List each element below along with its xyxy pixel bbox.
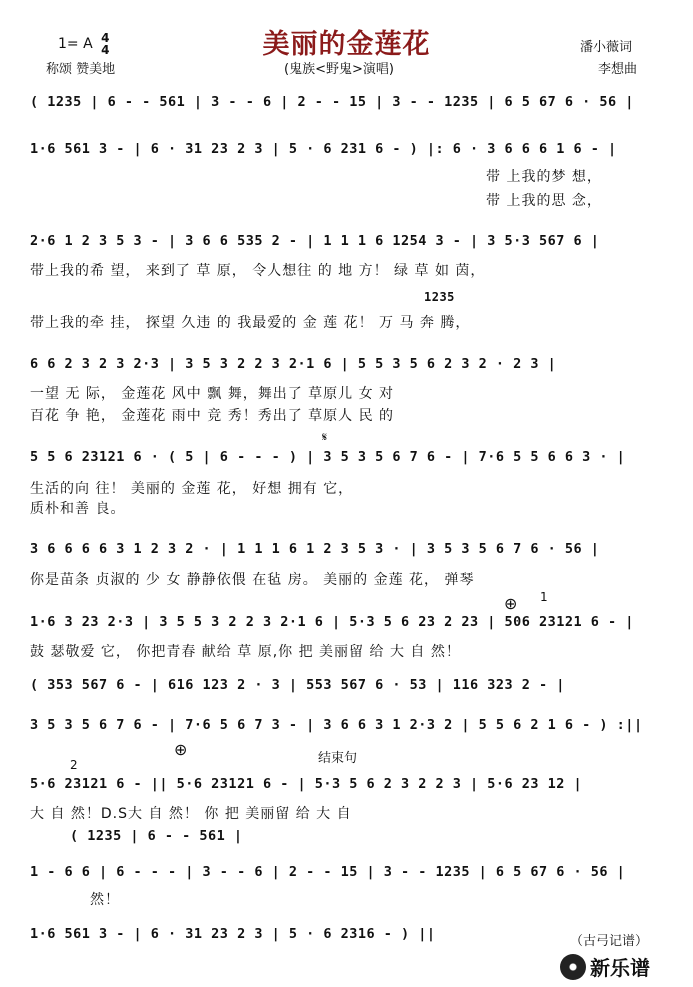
row-4-lyric-verse-2: 百花 争 艳， 金莲花 雨中 竞 秀！秀出了 草原人 民 的 <box>30 408 395 424</box>
segno-sign: 𝄋 <box>322 430 328 444</box>
transcriber-credit: （古弓记谱） <box>570 934 649 949</box>
performer-line: (鬼族<野鬼>演唱) <box>284 62 394 77</box>
score-row-10: 5·6 23121 6 - || 5·6 23121 6 - | 5·3 5 6 2 3 2 2 3 | 5·6 23 12 | <box>30 776 583 792</box>
row-5-lyric-verse-2: 质朴和善 良。 <box>30 501 126 517</box>
time-bottom: 4 <box>101 43 110 57</box>
row-3-lyric-verse-2: 带上我的牵 挂， 探望 久违 的 我最爱的 金 莲 花！ 万 马 奔 腾， <box>30 315 471 331</box>
score-row-7: 1·6 3 23 2·3 | 3 5 5 3 2 2 3 2·1 6 | 5·3 5 6 23 2 23 | 506 23121 6 - | <box>30 614 634 630</box>
record-disc-icon <box>560 954 586 980</box>
volta-1-label: 1 <box>540 590 548 604</box>
coda-sign-lower: ⊕ <box>174 740 188 759</box>
row-2-lyric-verse-2: 带 上我的思 念， <box>486 193 602 209</box>
score-row-1: ( 1235 | 6 - - 561 | 3 - - 6 | 2 - - 15 | 3 - - 1235 | 6 5 67 6 · 56 | <box>30 94 634 110</box>
row-11-lyric: 然！ <box>90 892 120 908</box>
coda-sign-upper: ⊕ <box>504 594 518 613</box>
score-row-11: 1 - 6 6 | 6 - - - | 3 - - 6 | 2 - - 15 | 3 - - 1235 | 6 5 67 6 · 56 | <box>30 864 626 880</box>
row-6-lyric: 你是苗条 贞淑的 少 女 静静依偎 在毡 房。 美丽的 金莲 花， 弹琴 <box>30 572 475 588</box>
row-7-lyric: 鼓 瑟敬爱 它， 你把青春 献给 草 原,你 把 美丽留 给 大 自 然！ <box>30 644 461 660</box>
key-signature <box>58 32 109 56</box>
alternate-intro: ( 1235 | 6 - - 561 | <box>70 828 243 844</box>
song-title: 美丽的金莲花 <box>262 29 431 60</box>
time-signature <box>101 32 109 56</box>
volta-2-label: 2 <box>70 758 78 772</box>
site-brand-name: 新乐谱 <box>590 956 650 980</box>
tempo-mark: 称颂 赞美地 <box>46 62 116 77</box>
score-row-3: 2·6 1 2 3 5 3 - | 3 6 6 535 2 - | 1 1 1 6 1254 3 - | 3 5·3 567 6 | <box>30 233 600 249</box>
score-row-4: 6 6 2 3 2 3 2·3 | 3 5 3 2 2 3 2·1 6 | 5 5 3 5 6 2 3 2 · 2 3 | <box>30 356 557 372</box>
row-3-lyric-verse-1: 带上我的希 望， 来到了 草 原， 令人想往 的 地 方！ 绿 草 如 茵， <box>30 263 486 279</box>
inserted-notes-1235: 1235 <box>424 290 455 304</box>
score-row-9: 3 5 3 5 6 7 6 - | 7·6 5 6 7 3 - | 3 6 6 3 1 2·3 2 | 5 5 6 2 1 6 - ) :|| <box>30 717 643 733</box>
score-row-8: ( 353 567 6 - | 616 123 2 · 3 | 553 567 6 · 53 | 116 323 2 - | <box>30 677 565 693</box>
time-top: 4 <box>101 31 110 45</box>
key-label: 1= A <box>58 36 93 52</box>
row-4-lyric-verse-1: 一望 无 际， 金莲花 风中 飘 舞，舞出了 草原儿 女 对 <box>30 386 395 402</box>
row-5-lyric-verse-1: 生活的向 往！ 美丽的 金莲 花， 好想 拥有 它， <box>30 481 354 497</box>
score-row-12: 1·6 561 3 - | 6 · 31 23 2 3 | 5 · 6 2316 - ) || <box>30 926 436 942</box>
lyricist: 潘小薇词 <box>580 40 633 55</box>
site-logo[interactable] <box>560 952 650 981</box>
composer: 李想曲 <box>598 62 638 77</box>
score-row-5: 5 5 6 23121 6 · ( 5 | 6 - - - ) | 3 5 3 5 6 7 6 - | 7·6 5 5 6 6 3 · | <box>30 449 626 465</box>
score-row-6: 3 6 6 6 6 3 1 2 3 2 · | 1 1 1 6 1 2 3 5 3 · | 3 5 3 5 6 7 6 · 56 | <box>30 541 600 557</box>
row-2-lyric-verse-1: 带 上我的梦 想， <box>486 169 602 185</box>
row-10-lyric: 大 自 然！D.S大 自 然！ 你 把 美丽留 给 大 自 <box>30 806 352 822</box>
score-row-2: 1·6 561 3 - | 6 · 31 23 2 3 | 5 · 6 231 6 - ) |: 6 · 3 6 6 6 1 6 - | <box>30 141 617 157</box>
ending-label: 结束句 <box>318 751 358 766</box>
